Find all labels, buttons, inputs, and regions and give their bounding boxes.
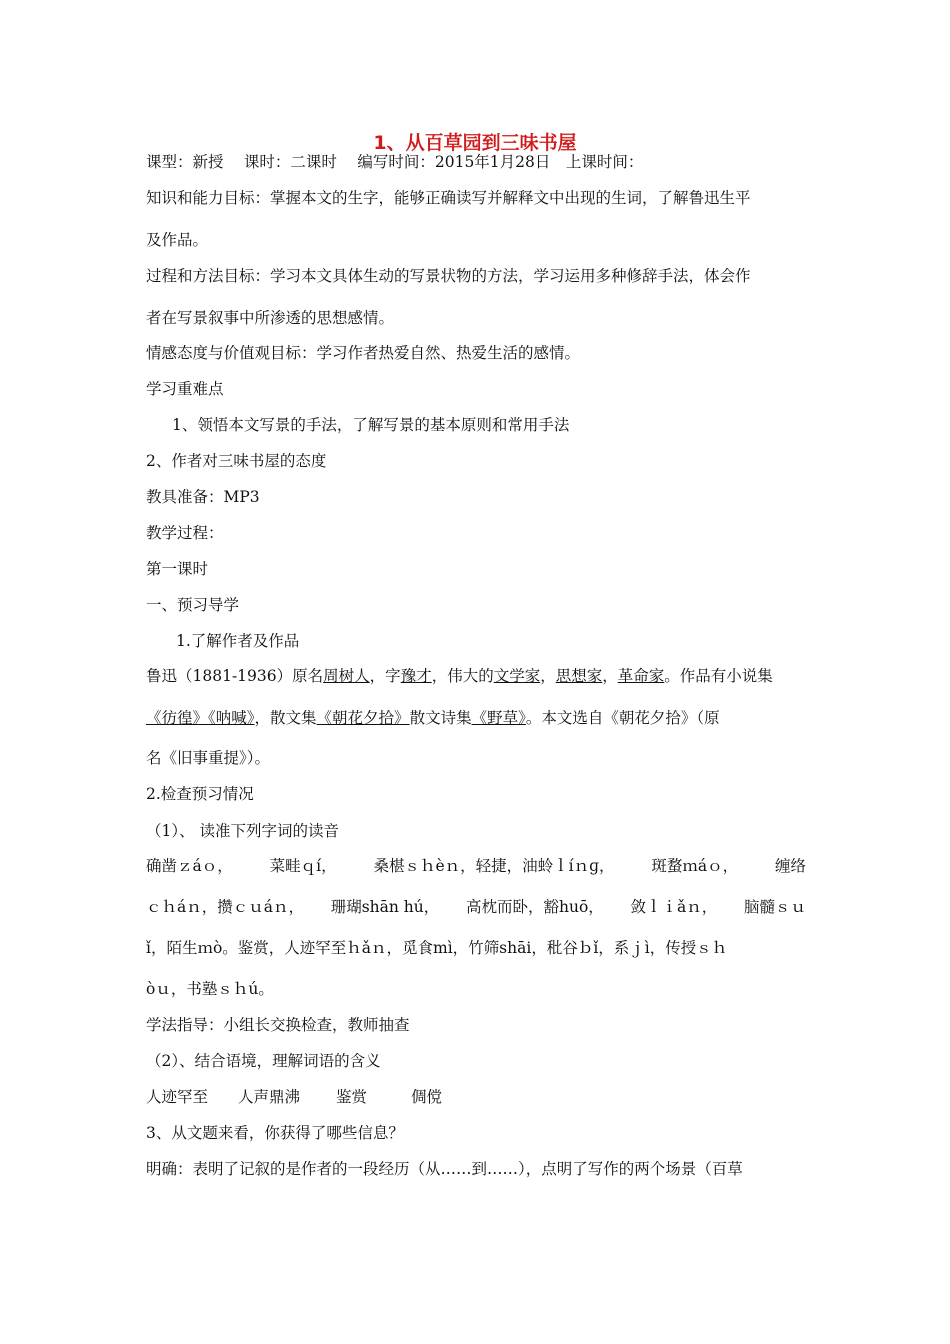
word-item: 人声鼎沸	[238, 1088, 301, 1106]
author-line-3: 名《旧事重提》）。	[146, 749, 271, 767]
author-title-revolutionary: 革命家	[617, 667, 665, 685]
answer-line: 明确：表明了记叙的是作者的一段经历（从……到……），点明了写作的两个场景（百草	[146, 1160, 743, 1178]
author-line-1	[146, 666, 773, 686]
goal-emotion: 情感态度与价值观目标：学习作者热爱自然、热爱生活的感情。	[146, 344, 581, 362]
goal-process-line-2: 者在写景叙事中所渗透的思想感情。	[146, 309, 395, 327]
pinyin-item: 桑椹ｓｈèｎ，轻捷，油蛉ｌíｎɡ，	[373, 857, 615, 875]
difficulty-item-1: 1、领悟本文写景的手法，了解写景的基本原则和常用手法	[172, 416, 570, 434]
author-text: ，字	[369, 667, 401, 685]
pinyin-item: ｃｈáｎ，攒ｃｕáｎ，	[146, 898, 304, 916]
author-text: 。本文选自《朝花夕拾》（原	[525, 709, 720, 727]
work-title: 《野草》	[471, 709, 526, 727]
check-heading: 2.检查预习情况	[146, 785, 254, 803]
context-heading: （2）、结合语境，理解词语的含义	[146, 1052, 381, 1070]
section-heading: 一、预习导学	[146, 596, 240, 614]
author-courtesy-name: 豫才	[400, 667, 432, 685]
subsection-heading: 1.了解作者及作品	[176, 632, 300, 650]
word-item: 人迹罕至	[146, 1088, 209, 1106]
goal-process-line-1: 过程和方法目标：学习本文具体生动的写景状物的方法，学习运用多种修辞手法，体会作	[146, 267, 751, 285]
pinyin-item: 高枕而卧，豁huō，	[465, 898, 604, 916]
author-text: ，伟大的	[431, 667, 494, 685]
author-name: 周树人	[323, 667, 370, 685]
pinyin-item: 斑蝥ｍáｏ，	[651, 857, 739, 875]
pinyin-item: 脑髓ｓｕ	[743, 898, 806, 916]
author-text: 散文诗集	[409, 709, 472, 727]
goal-knowledge-line-2: 及作品。	[146, 231, 209, 249]
author-title-writer: 文学家	[493, 667, 541, 685]
question-3: 3、从文题来看，你获得了哪些信息？	[146, 1124, 404, 1142]
document-title: 1、从百草园到三味书屋	[373, 132, 577, 154]
word-item: 鉴赏	[336, 1088, 368, 1106]
difficulty-heading: 学习重难点	[146, 380, 224, 398]
author-title-thinker: 思想家	[555, 667, 603, 685]
work-title: 《朝花夕拾》	[316, 709, 410, 727]
lesson-number: 第一课时	[146, 560, 209, 578]
word-item: 倜傥	[411, 1088, 443, 1106]
difficulty-item-2: 2、作者对三味书屋的态度	[146, 452, 327, 470]
pinyin-line-2	[146, 897, 806, 917]
pinyin-item: 菜畦ｑí，	[269, 857, 337, 875]
work-title: 《呐喊》	[208, 709, 255, 727]
pinyin-item: 敛ｌｉǎｎ，	[630, 898, 718, 916]
author-text: ，	[540, 667, 556, 685]
pinyin-item: 缠络	[774, 857, 806, 875]
author-text: 。作品有小说集	[664, 667, 773, 685]
author-text: ，散文集	[254, 709, 317, 727]
author-line-2	[146, 708, 720, 728]
pinyin-line-3: ǐ，陌生ｍò。鉴赏，人迹罕至ｈǎｎ，觅食mì，竹筛shāi，秕谷ｂǐ，系ｊì，传授ｓｈ	[146, 939, 728, 957]
word-list	[146, 1087, 442, 1107]
pinyin-line-1	[146, 856, 806, 876]
pinyin-line-4: òｕ，书塾ｓｈú。	[146, 980, 274, 998]
method-guide: 学法指导：小组长交换检查，教师抽查	[146, 1016, 410, 1034]
pinyin-item: 珊瑚shān hú，	[330, 898, 440, 916]
author-text: 鲁迅（1881-1936）原名	[146, 667, 324, 685]
work-title: 《彷徨》	[146, 709, 209, 727]
read-heading: （1）、 读准下列字词的读音	[146, 822, 340, 840]
teaching-tools: 教具准备：MP3	[146, 488, 260, 506]
teaching-process: 教学过程：	[146, 524, 224, 542]
pinyin-item: 确凿ｚáｏ，	[146, 857, 233, 875]
author-text: ，	[602, 667, 618, 685]
lesson-meta: 课型：新授 课时：二课时 编写时间：2015年1月28日 上课时间：	[146, 153, 644, 171]
goal-knowledge-line-1: 知识和能力目标：掌握本文的生字，能够正确读写并解释文中出现的生词，了解鲁迅生平	[146, 189, 751, 207]
